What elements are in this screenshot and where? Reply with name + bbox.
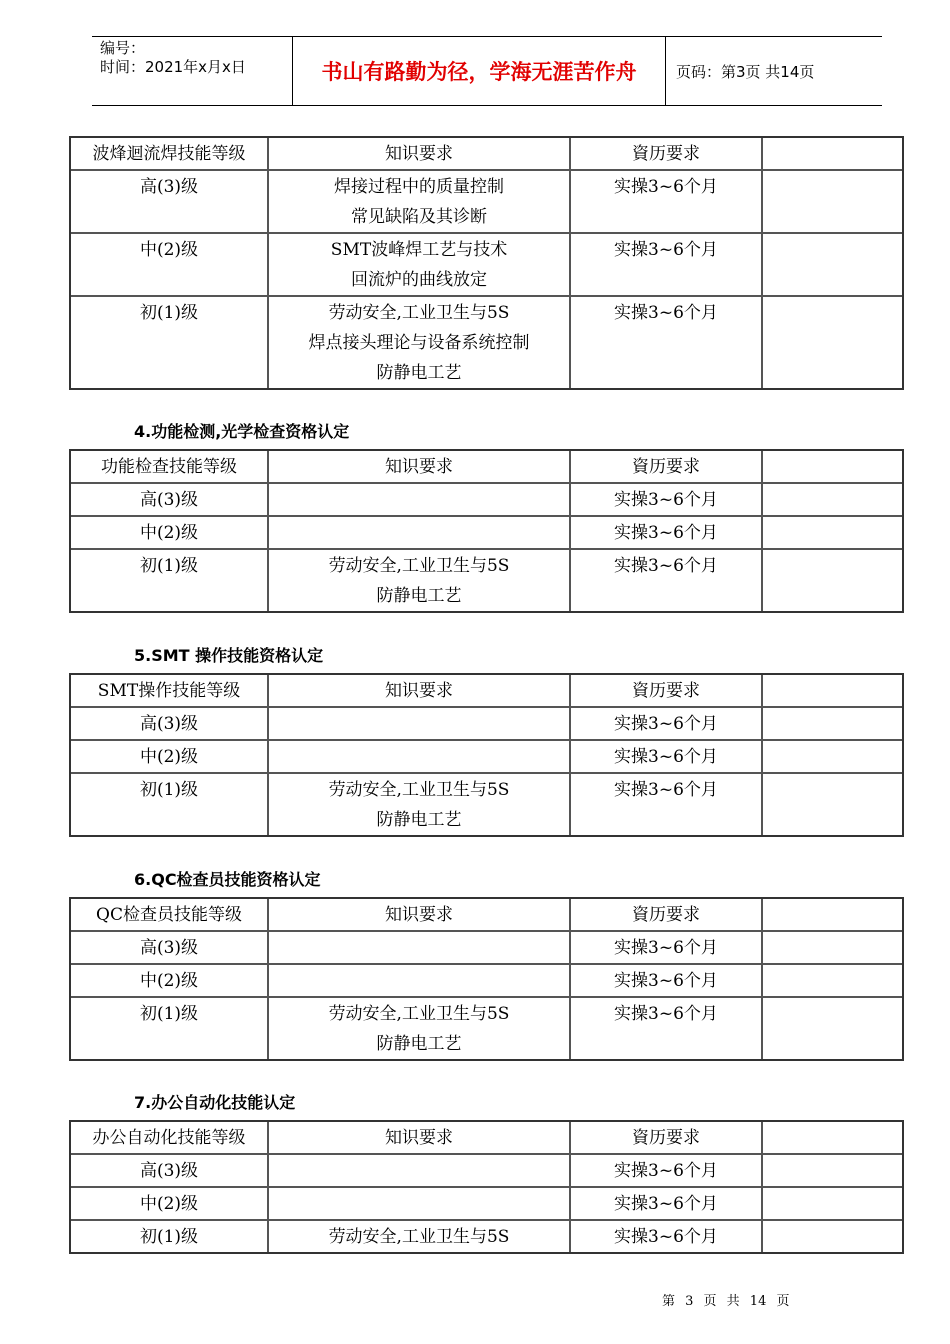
knowledge-cell <box>269 171 571 232</box>
knowledge-line: 防静电工艺 <box>376 810 462 830</box>
extra-cell <box>763 1221 902 1252</box>
skill-table-wave-reflow <box>69 136 904 390</box>
experience-cell <box>571 741 763 772</box>
header-level-text: 波烽迴流焊技能等级 <box>92 144 246 164</box>
extra-cell <box>763 1155 902 1186</box>
level-cell-text: 中(2)级 <box>139 1194 199 1214</box>
knowledge-line: 劳动安全,工业卫生与5S <box>328 556 510 576</box>
extra-cell <box>763 517 902 548</box>
table-header-row <box>71 451 902 484</box>
header-extra <box>763 451 902 482</box>
extra-cell <box>763 708 902 739</box>
header-level <box>71 899 269 930</box>
header-knowledge <box>269 451 571 482</box>
table-header-row <box>71 1122 902 1155</box>
page-footer: 第 3 页 共 14 页 <box>662 1294 790 1309</box>
level-cell <box>71 741 269 772</box>
skill-table-functional-test <box>69 449 904 613</box>
table-row <box>71 550 902 611</box>
header-knowledge-text: 知识要求 <box>385 905 453 925</box>
table-row <box>71 1221 902 1252</box>
extra-cell <box>763 932 902 963</box>
level-cell-text: 中(2)级 <box>139 747 199 767</box>
knowledge-cell <box>269 550 571 611</box>
section-title-office-automation: 7.办公自动化技能认定 <box>134 1093 296 1112</box>
level-cell-text: 高(3)级 <box>139 1161 199 1181</box>
experience-cell <box>571 965 763 996</box>
skill-table-smt <box>69 673 904 837</box>
table-row <box>71 1188 902 1221</box>
knowledge-cell <box>269 965 571 996</box>
header-level-text: 办公自动化技能等级 <box>92 1128 246 1148</box>
header-extra-text <box>763 900 902 930</box>
knowledge-line: 常见缺陷及其诊断 <box>351 207 487 227</box>
header-level <box>71 138 269 169</box>
experience-cell <box>571 171 763 232</box>
table-header-row <box>71 675 902 708</box>
level-cell <box>71 484 269 515</box>
extra-cell <box>763 998 902 1059</box>
header-experience-text: 資历要求 <box>632 457 700 477</box>
level-cell-text: 初(1)级 <box>139 303 199 323</box>
experience-cell-text: 实操3~6个月 <box>614 747 718 767</box>
header-extra <box>763 138 902 169</box>
experience-cell-text: 实操3~6个月 <box>614 971 718 991</box>
table-row <box>71 708 902 741</box>
header-motto: 书山有路勤为径，学海无涯苦作舟 <box>293 37 666 105</box>
level-cell-text: 初(1)级 <box>139 1004 199 1024</box>
knowledge-cell <box>269 517 571 548</box>
extra-cell <box>763 484 902 515</box>
knowledge-line: 防静电工艺 <box>376 1034 462 1054</box>
extra-cell-text <box>763 966 902 996</box>
section-title-functional-test: 4.功能检测,光学检查资格认定 <box>134 422 350 441</box>
header-level-text: SMT操作技能等级 <box>97 681 241 701</box>
header-level-text: 功能检查技能等级 <box>101 457 237 477</box>
level-cell <box>71 1155 269 1186</box>
experience-cell-text: 实操3~6个月 <box>614 490 718 510</box>
header-extra <box>763 1122 902 1153</box>
experience-cell-text: 实操3~6个月 <box>614 1227 718 1247</box>
extra-cell-text <box>763 999 902 1029</box>
table-header-row <box>71 899 902 932</box>
knowledge-line: 焊点接头理论与设备系统控制 <box>308 333 530 353</box>
level-cell <box>71 234 269 295</box>
level-cell-text: 中(2)级 <box>139 523 199 543</box>
knowledge-cell <box>269 1188 571 1219</box>
experience-cell-text: 实操3~6个月 <box>614 303 718 323</box>
extra-cell-text <box>763 551 902 581</box>
header-knowledge-text: 知识要求 <box>385 144 453 164</box>
level-cell <box>71 297 269 388</box>
extra-cell-text <box>763 742 902 772</box>
experience-cell-text: 实操3~6个月 <box>614 714 718 734</box>
knowledge-line: 防静电工艺 <box>376 363 462 383</box>
knowledge-line: 劳动安全,工业卫生与5S <box>328 303 510 323</box>
page-header <box>92 36 882 106</box>
header-knowledge <box>269 1122 571 1153</box>
knowledge-line: 劳动安全,工业卫生与5S <box>328 1227 510 1247</box>
extra-cell-text <box>763 1189 902 1219</box>
knowledge-cell <box>269 998 571 1059</box>
experience-cell-text: 实操3~6个月 <box>614 780 718 800</box>
extra-cell-text <box>763 172 902 202</box>
level-cell <box>71 708 269 739</box>
header-meta <box>92 37 293 105</box>
extra-cell-text <box>763 298 902 328</box>
extra-cell <box>763 234 902 295</box>
header-experience <box>571 1122 763 1153</box>
table-row <box>71 932 902 965</box>
experience-cell <box>571 1221 763 1252</box>
experience-cell-text: 实操3~6个月 <box>614 1161 718 1181</box>
section-title-qc: 6.QC检查员技能资格认定 <box>134 870 321 889</box>
extra-cell-text <box>763 1222 902 1252</box>
header-extra-text <box>763 1123 902 1153</box>
level-cell-text: 高(3)级 <box>139 490 199 510</box>
experience-cell <box>571 297 763 388</box>
table-row <box>71 234 902 297</box>
experience-cell-text: 实操3~6个月 <box>614 523 718 543</box>
extra-cell-text <box>763 933 902 963</box>
header-extra <box>763 675 902 706</box>
level-cell <box>71 965 269 996</box>
level-cell-text: 高(3)级 <box>139 177 199 197</box>
experience-cell-text: 实操3~6个月 <box>614 177 718 197</box>
table-row <box>71 297 902 388</box>
table-row <box>71 774 902 835</box>
experience-cell <box>571 1188 763 1219</box>
header-knowledge-text: 知识要求 <box>385 457 453 477</box>
extra-cell <box>763 297 902 388</box>
table-row <box>71 998 902 1059</box>
header-knowledge-text: 知识要求 <box>385 681 453 701</box>
document-number-label: 编号： <box>100 39 146 57</box>
knowledge-cell <box>269 708 571 739</box>
knowledge-line: 劳动安全,工业卫生与5S <box>328 780 510 800</box>
experience-cell-text: 实操3~6个月 <box>614 938 718 958</box>
document-time: 时间：2021年x月x日 <box>100 58 246 76</box>
level-cell-text: 初(1)级 <box>139 780 199 800</box>
extra-cell-text <box>763 235 902 265</box>
experience-cell-text: 实操3~6个月 <box>614 240 718 260</box>
header-knowledge <box>269 675 571 706</box>
level-cell-text: 初(1)级 <box>139 556 199 576</box>
table-row <box>71 1155 902 1188</box>
header-experience <box>571 899 763 930</box>
extra-cell <box>763 741 902 772</box>
header-knowledge <box>269 138 571 169</box>
experience-cell <box>571 708 763 739</box>
header-page-info: 页码：第3页 共14页 <box>676 62 815 81</box>
knowledge-line: 焊接过程中的质量控制 <box>334 177 504 197</box>
header-level <box>71 451 269 482</box>
level-cell <box>71 774 269 835</box>
table-row <box>71 965 902 998</box>
header-experience <box>571 451 763 482</box>
header-experience <box>571 675 763 706</box>
header-extra-text <box>763 676 902 706</box>
level-cell <box>71 932 269 963</box>
header-extra-text <box>763 139 902 169</box>
table-header-row <box>71 138 902 171</box>
experience-cell <box>571 774 763 835</box>
level-cell <box>71 998 269 1059</box>
knowledge-cell <box>269 1155 571 1186</box>
header-knowledge-text: 知识要求 <box>385 1128 453 1148</box>
experience-cell <box>571 932 763 963</box>
header-extra <box>763 899 902 930</box>
experience-cell <box>571 998 763 1059</box>
extra-cell-text <box>763 485 902 515</box>
knowledge-cell <box>269 234 571 295</box>
table-row <box>71 484 902 517</box>
header-level <box>71 675 269 706</box>
header-experience-text: 資历要求 <box>632 905 700 925</box>
experience-cell-text: 实操3~6个月 <box>614 1004 718 1024</box>
table-row <box>71 517 902 550</box>
table-row <box>71 741 902 774</box>
skill-table-office-automation <box>69 1120 904 1254</box>
level-cell-text: 中(2)级 <box>139 240 199 260</box>
extra-cell <box>763 171 902 232</box>
header-level <box>71 1122 269 1153</box>
experience-cell-text: 实操3~6个月 <box>614 556 718 576</box>
extra-cell <box>763 550 902 611</box>
section-title-smt: 5.SMT 操作技能资格认定 <box>134 646 324 665</box>
knowledge-cell <box>269 484 571 515</box>
experience-cell-text: 实操3~6个月 <box>614 1194 718 1214</box>
level-cell <box>71 550 269 611</box>
knowledge-cell <box>269 297 571 388</box>
level-cell-text: 中(2)级 <box>139 971 199 991</box>
extra-cell-text <box>763 775 902 805</box>
level-cell-text: 高(3)级 <box>139 714 199 734</box>
knowledge-line: SMT波峰焊工艺与技术 <box>330 240 508 260</box>
knowledge-line: 回流炉的曲线放定 <box>351 270 487 290</box>
extra-cell <box>763 774 902 835</box>
knowledge-cell <box>269 774 571 835</box>
level-cell <box>71 517 269 548</box>
extra-cell <box>763 1188 902 1219</box>
level-cell-text: 高(3)级 <box>139 938 199 958</box>
knowledge-line: 劳动安全,工业卫生与5S <box>328 1004 510 1024</box>
level-cell <box>71 1221 269 1252</box>
header-level-text: QC检查员技能等级 <box>96 905 242 925</box>
extra-cell-text <box>763 709 902 739</box>
header-experience-text: 資历要求 <box>632 144 700 164</box>
level-cell <box>71 171 269 232</box>
experience-cell <box>571 550 763 611</box>
knowledge-cell <box>269 741 571 772</box>
skill-table-qc <box>69 897 904 1061</box>
experience-cell <box>571 517 763 548</box>
extra-cell-text <box>763 518 902 548</box>
header-experience <box>571 138 763 169</box>
level-cell-text: 初(1)级 <box>139 1227 199 1247</box>
header-extra-text <box>763 452 902 482</box>
level-cell <box>71 1188 269 1219</box>
header-experience-text: 資历要求 <box>632 1128 700 1148</box>
knowledge-line: 防静电工艺 <box>376 586 462 606</box>
header-experience-text: 資历要求 <box>632 681 700 701</box>
header-knowledge <box>269 899 571 930</box>
knowledge-cell <box>269 932 571 963</box>
extra-cell-text <box>763 1156 902 1186</box>
experience-cell <box>571 1155 763 1186</box>
extra-cell <box>763 965 902 996</box>
table-row <box>71 171 902 234</box>
experience-cell <box>571 484 763 515</box>
knowledge-cell <box>269 1221 571 1252</box>
experience-cell <box>571 234 763 295</box>
